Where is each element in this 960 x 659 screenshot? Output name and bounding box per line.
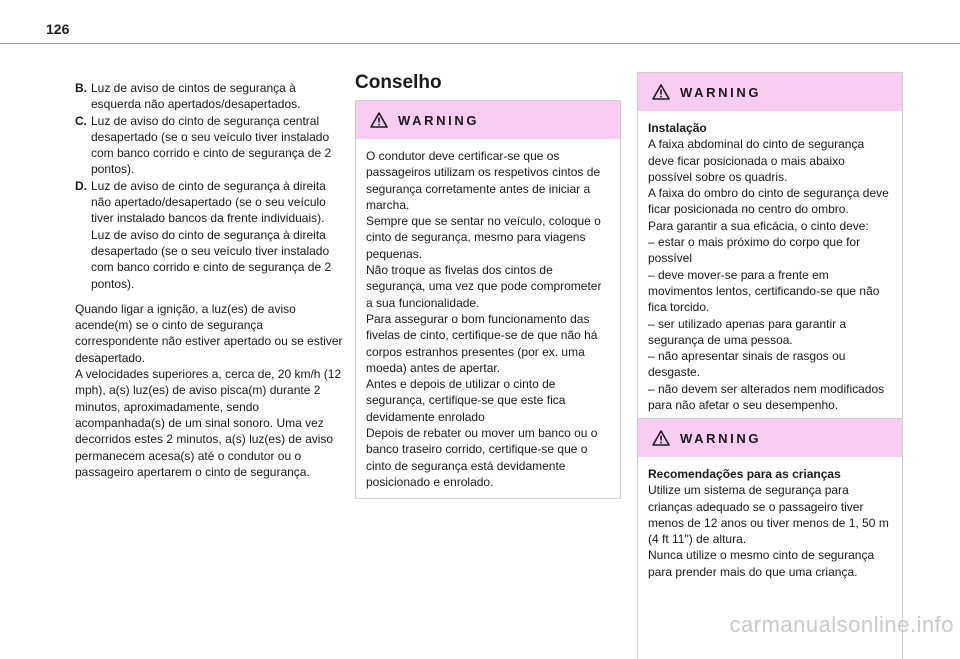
- warning-line: Sempre que se sentar no veículo, coloque o cinto de segurança, mesmo para viagens pequenas.: [366, 214, 601, 261]
- warning-line: – ser utilizado apenas para garantir a segurança de uma pessoa.: [648, 316, 847, 347]
- list-letter: C.: [75, 113, 87, 128]
- warning-line: – deve mover-se para a frente em movimentos lentos, certificando-se que não fica torcido.: [648, 267, 880, 315]
- page-number: 126: [46, 21, 70, 37]
- warning-body: [638, 457, 902, 588]
- warning-subheading: Instalação: [648, 121, 707, 135]
- warning-triangle-icon: [370, 112, 388, 128]
- warning-line: Antes e depois de utilizar o cinto de segurança, certifique-se que este fica devidamente enrolado: [366, 377, 566, 424]
- list-letter: B.: [75, 81, 87, 95]
- warning-line: – estar o mais próximo do corpo que for possível: [648, 235, 861, 266]
- warning-title: WARNING: [680, 430, 762, 446]
- watermark: carmanualsonline.info: [729, 612, 954, 637]
- warning-line: Depois de rebater ou mover um banco ou o banco traseiro corrido, certifique-se que o cinto de segurança está devidamente posicionado e enrolado.: [366, 426, 598, 489]
- warning-subheading: Recomendações para as crianças: [648, 467, 841, 481]
- header-divider: [0, 43, 960, 44]
- list-text: Luz de aviso do cinto de segurança central desapertado (se o seu veículo tiver instalado com banco corrido e cinto de segurança de 2 pontos).: [91, 113, 332, 177]
- warning-title: WARNING: [398, 112, 480, 128]
- warning-line: O condutor deve certificar-se que os passageiros utilizam os respetivos cintos de segurança corretamente antes de iniciar a marcha.: [366, 149, 601, 212]
- warning-line: A faixa do ombro do cinto de segurança deve ficar posicionada no centro do ombro.: [648, 186, 889, 217]
- warning-line: Não troque as fivelas dos cintos de segurança, uma vez que pode comprometer a sua funcionalidade.: [366, 263, 602, 310]
- warning-title: WARNING: [680, 84, 762, 100]
- warning-line: A faixa abdominal do cinto de segurança deve ficar posicionada o mais abaixo possível sobre os quadris.: [648, 137, 865, 184]
- paragraph: [75, 301, 343, 480]
- paragraph-text: Quando ligar a ignição, a luz(es) de aviso acende(m) se o cinto de segurança correspondente não estiver apertado ou se estiver desapertado.: [75, 301, 343, 365]
- warning-box: [355, 100, 621, 499]
- warning-body: [356, 139, 620, 498]
- warning-line: Nunca utilize o mesmo cinto de segurança para prender mais do que uma criança.: [648, 548, 875, 579]
- warning-triangle-icon: [652, 84, 670, 100]
- list-item: [75, 113, 343, 178]
- warning-body: [638, 111, 902, 421]
- warning-header: [638, 419, 902, 457]
- warning-triangle-icon: [652, 430, 670, 446]
- list-item: [75, 178, 343, 292]
- list-text: Luz de aviso de cinto de segurança à direita não apertado/desapertado (se o seu veículo tiver instalado bancos da frente individuais). Luz de aviso do cinto de segurança à direita desapertado (se o seu veículo tiver instalado com banco corrido e cinto de segurança de 2 pontos).: [91, 178, 332, 291]
- warning-header: [356, 101, 620, 139]
- list-text: Luz de aviso de cintos de segurança à esquerda não apertados/desapertados.: [91, 81, 301, 112]
- paragraph-text: A velocidades superiores a, cerca de, 20 km/h (12 mph), a(s) luz(es) de aviso pisca(m) durante 2 minutos, aproximadamente, sendo acompanhada(s) de um sinal sonoro. Uma vez decorridos estes 2 minutos, a(s) luz(es) de aviso permanecem acesa(s) até o condutor ou o passageiro apertarem o cinto de segurança.: [75, 367, 342, 479]
- warning-line: Utilize um sistema de segurança para crianças adequado se o passageiro tiver menos de 12 anos ou tiver menos de 1, 50 m (4 ft 11") de altura.: [648, 483, 889, 547]
- warning-line: – não devem ser alterados nem modificados para não afetar o seu desempenho.: [648, 381, 885, 413]
- intro-column: [75, 80, 343, 480]
- section-heading: Conselho: [355, 72, 442, 93]
- warning-line: Para assegurar o bom funcionamento das fivelas de cinto, certifique-se de que não há corpos estranhos presentes (por ex. uma moeda) antes de apertar.: [366, 311, 598, 375]
- warning-line: – não apresentar sinais de rasgos ou desgaste.: [648, 349, 846, 380]
- warning-box: [637, 72, 903, 422]
- warning-line: Para garantir a sua eficácia, o cinto deve:: [648, 218, 869, 233]
- warning-header: [638, 73, 902, 111]
- list-letter: D.: [75, 178, 87, 193]
- list-item: [75, 80, 343, 113]
